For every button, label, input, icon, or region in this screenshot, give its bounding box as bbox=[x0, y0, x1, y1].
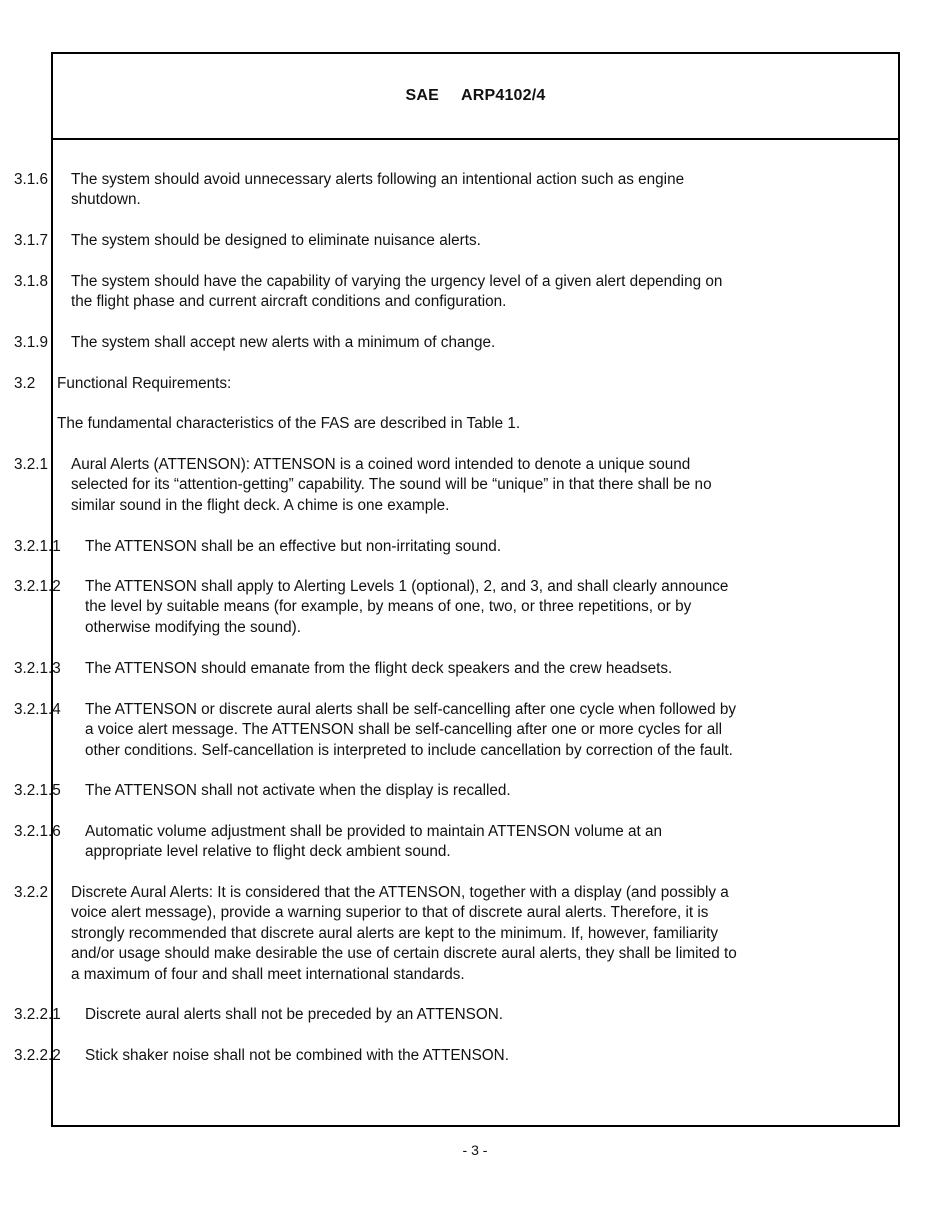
section-text: The ATTENSON or discrete aural alerts shall be self-cancelling after one cycle when followed by a voice alert message. The ATTENSON shall be self-cancelling after one or more cycles for all other conditions. Self-cancellation is interpreted to include cancellation by correction of the fault. bbox=[85, 701, 736, 759]
table-reference-paragraph: The fundamental characteristics of the FAS are described in Table 1. bbox=[57, 415, 521, 432]
org-label: SAE bbox=[405, 87, 439, 104]
document-id bbox=[405, 87, 545, 105]
section-3-1-8 bbox=[14, 272, 936, 313]
section-number: 3.2.1.4 bbox=[14, 701, 61, 718]
section-number: 3.2.2.1 bbox=[14, 1006, 61, 1023]
section-3-1-6 bbox=[14, 170, 936, 211]
section-text: The system should be designed to eliminate nuisance alerts. bbox=[71, 232, 481, 249]
page-header bbox=[53, 54, 898, 140]
section-text: The system should have the capability of varying the urgency level of a given alert depending on the flight phase and current aircraft conditions and configuration. bbox=[71, 273, 723, 311]
section-number: 3.2.2.2 bbox=[14, 1047, 61, 1064]
section-3-2-1-6 bbox=[14, 822, 936, 863]
section-number: 3.2 bbox=[14, 375, 36, 392]
section-number: 3.2.1.6 bbox=[14, 823, 61, 840]
section-text: The ATTENSON shall apply to Alerting Levels 1 (optional), 2, and 3, and shall clearly announce the level by suitable means (for example, by means of one, two, or three repetitions, or by otherwise modifying the sound). bbox=[85, 578, 729, 636]
section-text: Stick shaker noise shall not be combined with the ATTENSON. bbox=[85, 1047, 509, 1064]
section-3-2-2-2 bbox=[14, 1046, 936, 1066]
page-number: - 3 - bbox=[462, 1142, 488, 1158]
section-text: The system should avoid unnecessary alerts following an intentional action such as engine shutdown. bbox=[71, 171, 685, 209]
section-3-2-1-4 bbox=[14, 700, 936, 761]
section-3-1-9 bbox=[14, 333, 936, 353]
section-3-2-1-3 bbox=[14, 659, 936, 679]
section-3-2-1-5 bbox=[14, 781, 936, 801]
section-number: 3.2.2 bbox=[14, 884, 49, 901]
section-text: The ATTENSON should emanate from the flight deck speakers and the crew headsets. bbox=[85, 660, 673, 677]
section-text: The ATTENSON shall not activate when the display is recalled. bbox=[85, 782, 511, 799]
section-text: Discrete Aural Alerts: It is considered that the ATTENSON, together with a display (and possibly a voice alert message), provide a warning superior to that of discrete aural alerts. Therefore, it is strongly recommended that discrete aural alerts are kept to the minimum. If, however, familiarity and/or usage should make desirable the use of certain discrete aural alerts, they shall be limited to a maximum of four and shall meet international standards. bbox=[71, 884, 737, 983]
section-text: Aural Alerts (ATTENSON): ATTENSON is a coined word intended to denote a unique sound selected for its “attention-getting” capability. The sound will be “unique” in that there shall be no similar sound in the flight deck. A chime is one example. bbox=[71, 456, 712, 514]
section-3-1-7 bbox=[14, 231, 936, 251]
section-3-2-1 bbox=[14, 455, 936, 516]
section-number: 3.2.1.5 bbox=[14, 782, 61, 799]
section-3-2-1-1 bbox=[14, 537, 936, 557]
section-number: 3.1.8 bbox=[14, 273, 49, 290]
section-number: 3.1.7 bbox=[14, 232, 49, 249]
section-number: 3.2.1.2 bbox=[14, 578, 61, 595]
section-text: The ATTENSON shall be an effective but non-irritating sound. bbox=[85, 538, 502, 555]
section-number: 3.1.9 bbox=[14, 334, 49, 351]
section-number: 3.2.1 bbox=[14, 456, 49, 473]
section-text: Functional Requirements: bbox=[57, 375, 232, 392]
section-number: 3.1.6 bbox=[14, 171, 49, 188]
section-text: Discrete aural alerts shall not be preceded by an ATTENSON. bbox=[85, 1006, 504, 1023]
section-text: The system shall accept new alerts with a minimum of change. bbox=[71, 334, 496, 351]
section-3-2 bbox=[14, 374, 936, 394]
section-text: Automatic volume adjustment shall be provided to maintain ATTENSON volume at an appropriate level relative to flight deck ambient sound. bbox=[85, 823, 663, 861]
section-3-2-2-1 bbox=[14, 1005, 936, 1025]
section-number: 3.2.1.1 bbox=[14, 538, 61, 555]
section-number: 3.2.1.3 bbox=[14, 660, 61, 677]
section-3-2-1-2 bbox=[14, 577, 936, 638]
section-3-2-2 bbox=[14, 883, 936, 985]
doc-number: ARP4102/4 bbox=[460, 87, 546, 104]
